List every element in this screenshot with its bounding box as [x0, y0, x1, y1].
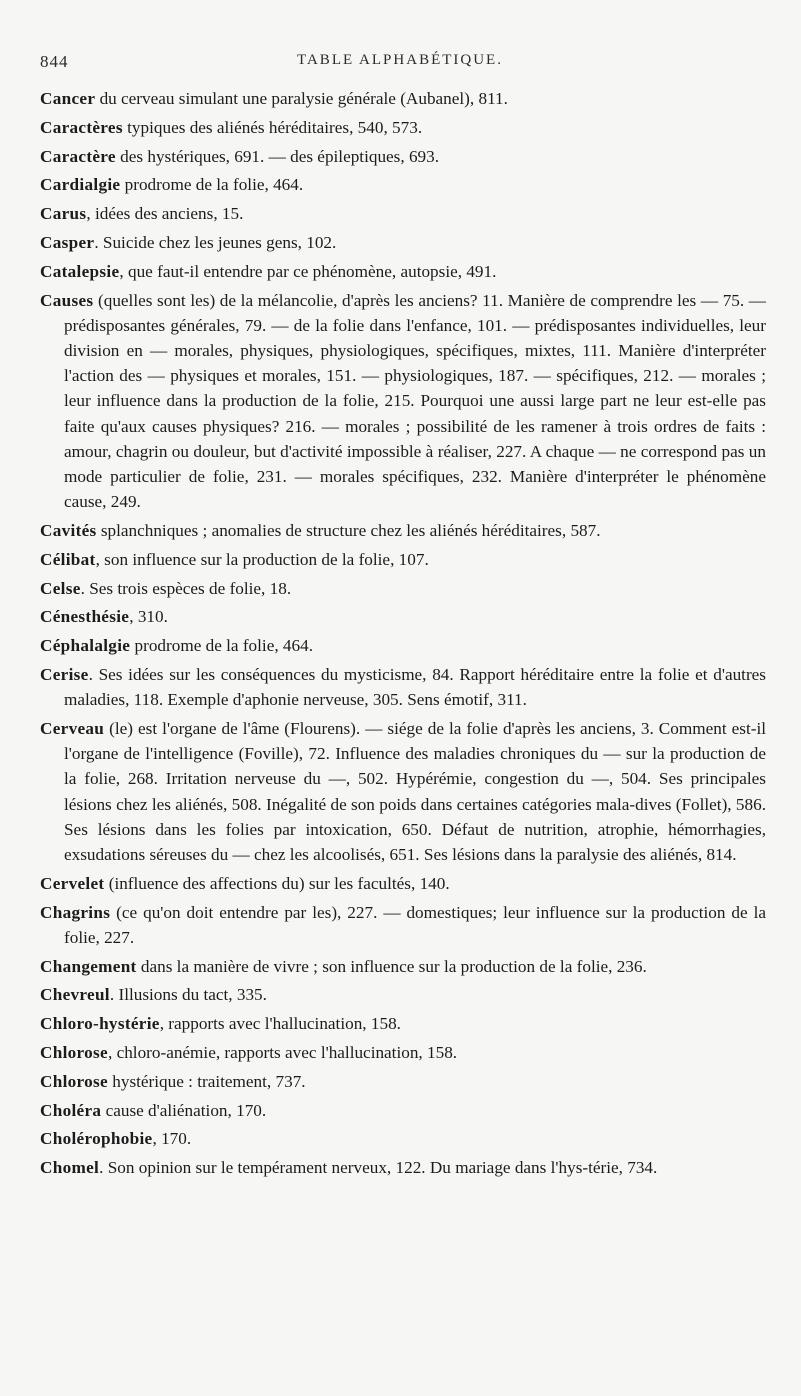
- entry-headword: Cénesthésie: [40, 607, 130, 627]
- entry-text: splanchniques ; anomalies de structure chez les aliénés héréditaires, 587.: [96, 521, 601, 540]
- entry-headword: Cardialgie: [40, 175, 121, 195]
- entry-text: typiques des aliénés héréditaires, 540, 573.: [122, 117, 423, 137]
- entry-headword: Cholérophobie: [40, 1129, 153, 1149]
- index-entry: [40, 662, 766, 712]
- index-entry: [40, 115, 766, 140]
- entry-text: , son influence sur la production de la folie, 107.: [95, 549, 429, 569]
- index-entry: [40, 230, 766, 255]
- entry-headword: Changement: [40, 956, 137, 976]
- index-entry: [40, 982, 766, 1007]
- index-entry: [40, 954, 766, 979]
- index-entry: [40, 576, 766, 601]
- entry-text: , rapports avec l'hallucination, 158.: [159, 1014, 401, 1034]
- entry-headword: Chloro-hystérie: [40, 1014, 160, 1034]
- index-entry: [40, 1040, 766, 1065]
- entry-headword: Carus: [40, 204, 87, 224]
- entry-headword: Choléra: [40, 1100, 102, 1120]
- index-entry: [40, 547, 766, 572]
- index-entry: [40, 1126, 766, 1151]
- index-entry: [40, 259, 766, 284]
- entry-headword: Casper: [40, 232, 95, 252]
- running-title: TABLE ALPHABÉTIQUE.: [297, 52, 503, 68]
- entry-text: , que faut-il entendre par ce phénomène, autopsie, 491.: [119, 261, 497, 281]
- index-entry: [40, 1011, 766, 1036]
- entry-text: . Ses idées sur les conséquences du mysticisme, 84. Rapport héréditaire entre la folie et d'autres maladies, 118. Exemple d'aphonie nerveuse, 305. Sens émotif, 311.: [64, 664, 766, 710]
- index-entry: [40, 900, 766, 950]
- entry-headword: Celse: [40, 578, 81, 598]
- index-entry: [40, 172, 766, 197]
- entry-text: . Ses trois espèces de folie, 18.: [80, 578, 292, 598]
- index-entry: [40, 604, 766, 629]
- index-entries: [40, 86, 766, 1184]
- entry-text: (ce qu'on doit entendre par les), 227. — domestiques; leur influence sur la production de la folie, 227.: [64, 902, 766, 947]
- entry-text: du cerveau simulant une paralysie générale (Aubanel), 811.: [95, 89, 508, 108]
- entry-headword: Chlorose: [40, 1071, 108, 1091]
- entry-headword: Chomel: [40, 1158, 100, 1178]
- entry-text: . Son opinion sur le tempérament nerveux, 122. Du mariage dans l'hys-térie, 734.: [99, 1158, 658, 1178]
- entry-headword: Chevreul: [40, 985, 110, 1005]
- entry-text: , 310.: [129, 607, 168, 627]
- entry-text: (le) est l'organe de l'âme (Flourens). — siége de la folie d'après les anciens, 3. Comment est-il l'organe de l'intelligence (Foville), 72. Influence des maladies chroniques du — sur la production de la folie, 268. Irritation nerveuse du —, 502. Hypérémie, congestion du —, 504. Ses principales lésions chez les aliénés, 508. Inégalité de son poids dans certaines catégories mala-dives (Follet), 586. Ses lésions dans les folies par intoxication, 650. Défaut de nutrition, atrophie, hémorrhagies, exsudations séreuses du — chez les alcoolisés, 651. Ses lésions dans la paralysie des aliénés, 814.: [64, 718, 766, 864]
- entry-headword: Cerise: [40, 664, 89, 684]
- index-entry: [40, 86, 766, 111]
- entry-text: . Suicide chez les jeunes gens, 102.: [94, 232, 337, 252]
- running-head: [40, 52, 760, 78]
- index-entry: [40, 288, 766, 515]
- entry-headword: Cancer: [40, 89, 96, 108]
- index-entry: [40, 633, 766, 658]
- entry-text: cause d'aliénation, 170.: [101, 1100, 267, 1120]
- entry-text: prodrome de la folie, 464.: [120, 175, 304, 195]
- index-entry: [40, 518, 766, 543]
- entry-headword: Causes: [40, 290, 94, 310]
- entry-text: hystérique : traitement, 737.: [107, 1071, 306, 1091]
- entry-headword: Catalepsie: [40, 261, 120, 281]
- entry-text: , idées des anciens, 15.: [86, 204, 244, 224]
- entry-text: (quelles sont les) de la mélancolie, d'après les anciens? 11. Manière de comprendre les — 75. — prédisposantes générales, 79. — de la folie dans l'enfance, 101. — prédisposantes individuelles, leur division en — morales, physiques, physiologiques, spécifiques, mixtes, 111. Manière d'interpréter l'action des — physiques et morales, 151. — physiologiques, 187. — spécifiques, 212. — morales ; leur influence dans la production de la folie, 215. Pourquoi une aussi large part ne leur est-elle pas faite qu'aux causes physiques? 216. — morales ; possibilité de les ramener à trois ordres de faits : amour, chagrin ou douleur, but d'activité impossible à réaliser, 227. A chaque — ne correspond pas un mode particulier de folie, 231. — morales spécifiques, 232. Manière d'interpréter le phénomène cause, 249.: [64, 290, 766, 512]
- page-number: 844: [40, 52, 69, 71]
- entry-headword: Cervelet: [40, 873, 105, 893]
- entry-headword: Chlorose: [40, 1042, 108, 1062]
- entry-text: , 170.: [152, 1129, 192, 1149]
- index-entry: [40, 1069, 766, 1094]
- entry-headword: Cavités: [40, 521, 97, 540]
- entry-text: dans la manière de vivre ; son influence sur la production de la folie, 236.: [136, 956, 647, 976]
- index-entry: [40, 201, 766, 226]
- entry-text: (influence des affections du) sur les facultés, 140.: [104, 873, 450, 893]
- entry-headword: Cerveau: [40, 718, 105, 738]
- entry-headword: Célibat: [40, 549, 96, 569]
- entry-headword: Caractères: [40, 117, 123, 137]
- index-entry: [40, 1155, 766, 1180]
- entry-text: . Illusions du tact, 335.: [109, 985, 267, 1005]
- index-entry: [40, 144, 766, 169]
- entry-text: , chloro-anémie, rapports avec l'hallucination, 158.: [107, 1042, 458, 1062]
- entry-headword: Céphalalgie: [40, 636, 131, 656]
- entry-headword: Caractère: [40, 146, 116, 166]
- index-entry: [40, 1098, 766, 1123]
- index-entry: [40, 716, 766, 867]
- entry-headword: Chagrins: [40, 902, 111, 922]
- entry-text: prodrome de la folie, 464.: [130, 636, 314, 656]
- entry-text: des hystériques, 691. — des épileptiques, 693.: [115, 146, 440, 166]
- index-entry: [40, 871, 766, 896]
